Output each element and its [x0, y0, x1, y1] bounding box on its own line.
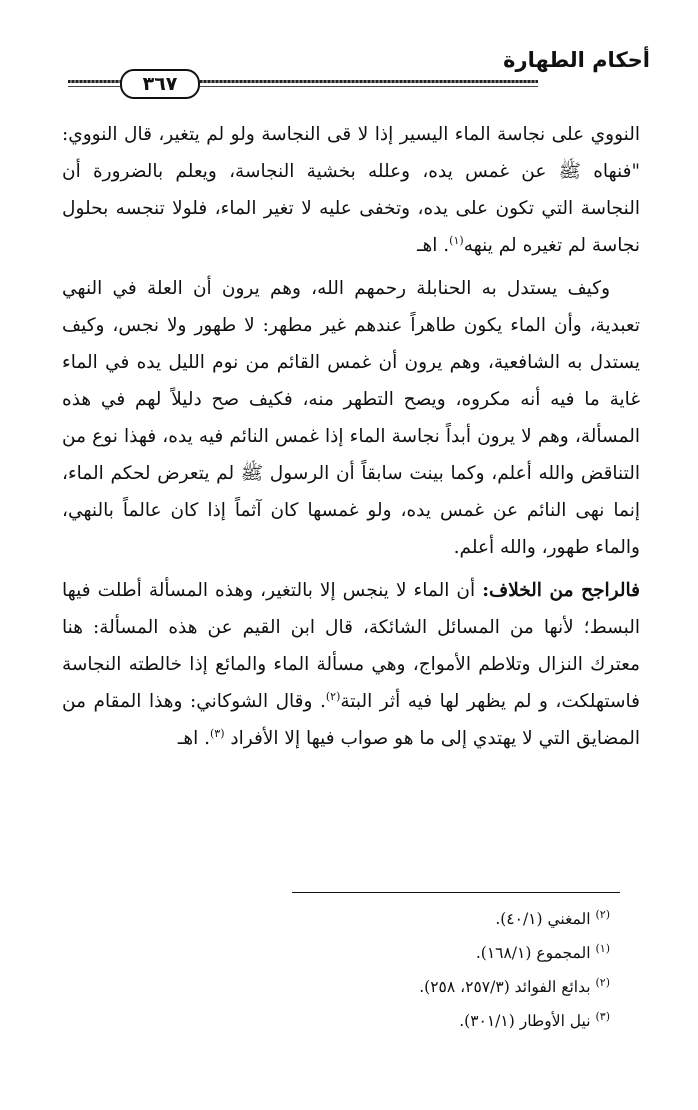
paragraph-3-lead: فالراجح من الخلاف: [482, 580, 640, 601]
page-number: ٣٦٧ [120, 69, 200, 99]
footnote-marker: (١) [595, 941, 610, 955]
paragraph-1-tail: . اهـ [417, 235, 450, 256]
paragraph-2 [62, 270, 640, 566]
footnote-marker: (٢) [595, 907, 610, 921]
paragraph-1-text: النووي على نجاسة الماء اليسير إذا لا قى النجاسة ولو لم يتغير، قال النووي: "فنهاه ﷺ عن غمس يده، وعلله بخشية النجاسة، ويعلم بالضرورة أن النجاسة التي تكون على يده، وتخفى عليه لا تغير الماء، فلولا تنجسه بحلول نجاسة لم تغيره لم ينهه [62, 124, 640, 256]
footnote [90, 902, 610, 936]
running-title: أحكام الطهارة [503, 48, 650, 72]
footnote-text: بدائع الفوائد (٢٥٧/٣، ٢٥٨). [419, 978, 591, 996]
footnote-ref: (٣) [210, 726, 225, 740]
page-header [0, 0, 698, 100]
footnote-ref: (١) [449, 233, 464, 247]
footnote [90, 1004, 610, 1038]
paragraph-3-text-2: . وقال الشوكاني: وهذا المقام من المضايق التي لا يهتدي إلى ما هو صواب فيها إلا الأفراد [62, 691, 640, 749]
footnote-divider [292, 892, 620, 893]
paragraph-1 [62, 116, 640, 264]
footnote-ref: (٢) [325, 689, 341, 703]
footnote [90, 936, 610, 970]
paragraph-3-text: أن الماء لا ينجس إلا بالتغير، وهذه المسألة أطلت فيها البسط؛ لأنها من المسائل الشائكة، قال ابن القيم عن هذه المسألة: هنا معترك النزال وتلاطم الأمواج، وهي مسألة الماء والمائع إذا خالطته النجاسة فاستهلكت، و لم يظهر لها فيه أثر البتة [62, 580, 640, 712]
footnote-text: نيل الأوطار (٣٠١/١). [459, 1012, 591, 1030]
footnote-marker: (٣) [595, 1009, 610, 1023]
footnote-marker: (٢) [595, 975, 610, 989]
paragraph-3-tail: . اهـ [177, 728, 210, 749]
footnote [90, 970, 610, 1004]
footnotes [90, 902, 610, 1038]
paragraph-2-text: وكيف يستدل به الحنابلة رحمهم الله، وهم يرون أن العلة في النهي تعبدية، وأن الماء يكون طاهراً عندهم غير مطهر: لا طهور ولا نجس، وكيف يستدل به الشافعية، وهم يرون أن غمس القائم من نوم الليل يده في الماء غاية ما فيه أنه مكروه، ويصح التطهر منه، فكيف صح دليلاً لهم في هذه المسألة، وهم لا يرون أبداً نجاسة الماء إذا غمس النائم فيه يده، فهذا نوع من التناقض والله أعلم، وكما بينت سابقاً أن الرسول ﷺ لم يتعرض لحكم الماء، إنما نهى النائم عن غمس يده، ولو غمسها كان آثماً إذا كان عالماً بالنهي، والماء طهور، والله أعلم. [62, 278, 640, 558]
main-text [62, 116, 640, 763]
paragraph-3 [62, 572, 640, 757]
footnote-text: المغني (٤٠/١). [495, 910, 591, 928]
footnote-text: المجموع (١٦٨/١). [475, 944, 591, 962]
